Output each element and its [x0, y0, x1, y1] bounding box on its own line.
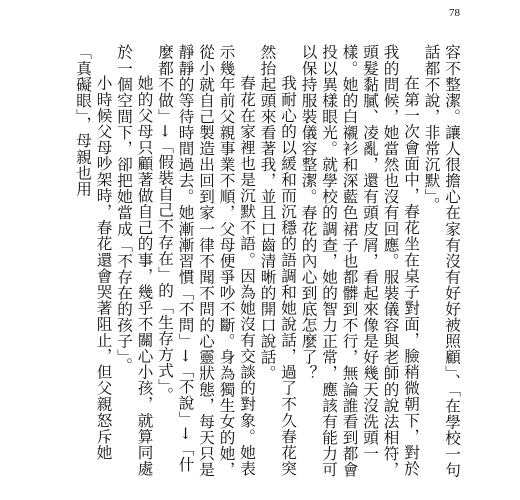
page-number: 78	[449, 7, 460, 19]
paragraph: 容不整潔。讓人很擔心在家有沒有好好被照顧」、「在學校一句話都不說，非常沉默」。	[422, 44, 461, 478]
body-text	[50, 44, 462, 484]
paragraph: 在第一次會面中，春花坐在桌子對面，臉稍微朝下，對於我的問候，她當然也沒有回應。服裝儀容與老師的說法相符，頭髮黏膩、凌亂，還有頭皮屑，看起來像是好幾天沒洗頭一樣。她的白襯衫和深藍色裙子也都髒到不行，無論誰看到都會投以異樣眼光。就學校的調查，她的智力正常，應該有能力可以保持服裝儀容整潔。春花的內心到底怎麼了？	[299, 44, 420, 478]
paragraph: 她的父母只顧著做自己的事，幾乎不關心小孩，就算同處於一個空間下，卻把她當成「不存在的孩子」。	[115, 44, 154, 477]
paragraph: 春花在家裡也是沉默不語。因為她沒有交談的對象。她表示幾年前父親事業不順，父母便爭吵不斷。身為獨生女的她，從小就自己製造出回到家一律不聞不問的心靈狀態，每天只是靜靜的等待時間過去。她漸漸習慣「不問」→「不說」→「什麼都不做」→「假裝自己不存在」的「生存方式」。	[156, 44, 256, 478]
paragraph: 我耐心的以緩和而沉穩的語調和她說話，過了不久春花突然抬起頭來看著我，並且口齒清晰的開口說話。	[258, 44, 297, 477]
paragraph: 小時候父母吵架時，春花還會哭著阻止，但父親怒斥她「真礙眼」，母親也用	[74, 44, 113, 461]
